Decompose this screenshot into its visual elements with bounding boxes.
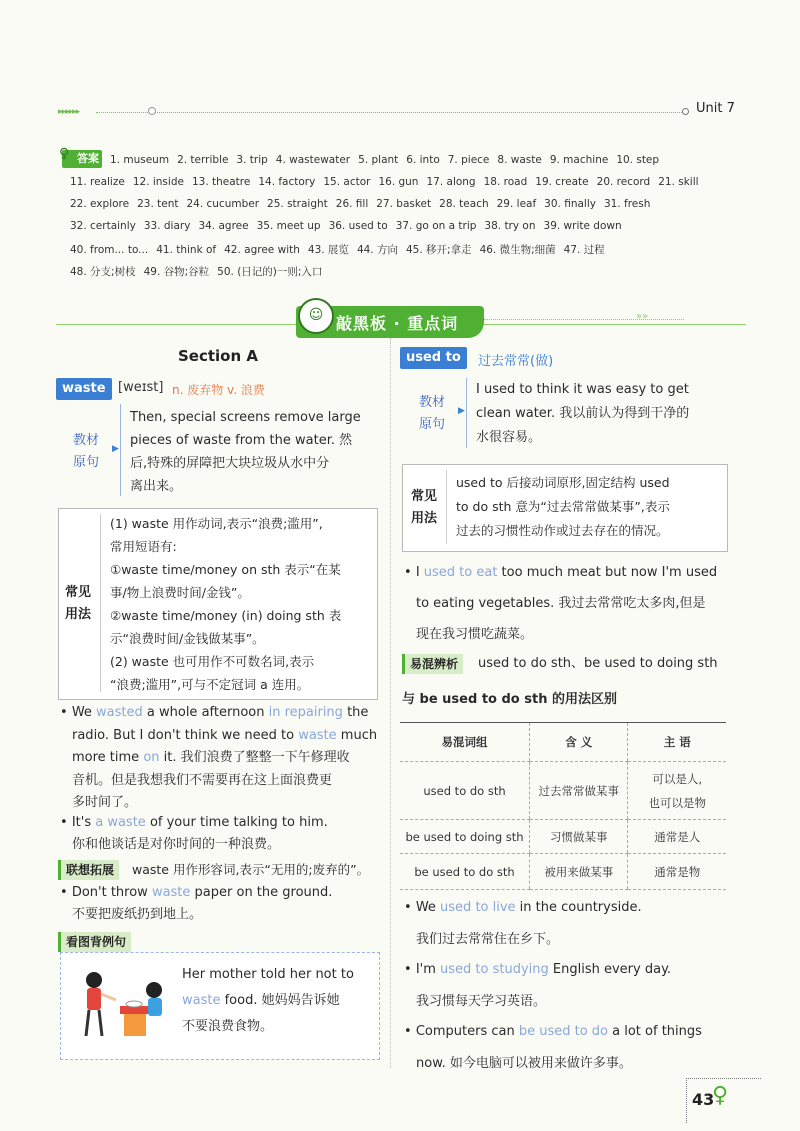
answer-item: 35. meet up xyxy=(256,220,321,232)
text: 不要把废纸扔到地上。 xyxy=(72,907,203,922)
answer-item: 3. trip xyxy=(236,154,268,166)
table-row xyxy=(400,762,726,820)
answer-item: 9. machine xyxy=(549,154,609,166)
source-example xyxy=(130,406,378,498)
text: It's xyxy=(71,815,96,830)
answer-item: 20. record xyxy=(596,176,651,188)
answer-item: 14. factory xyxy=(258,176,316,188)
highlight: be used to do xyxy=(518,1024,609,1039)
text: I xyxy=(415,565,424,580)
answer-item: 10. step xyxy=(616,154,660,166)
usage-bracket xyxy=(100,514,101,692)
answer-item: 22. explore xyxy=(70,198,130,210)
table-cell: be used to do sth xyxy=(400,854,530,890)
answer-item: 8. waste xyxy=(497,154,542,166)
confusion-tag: 易混辨析 xyxy=(402,654,463,674)
highlight: used to live xyxy=(440,900,516,915)
table-cell: used to do sth xyxy=(400,762,530,820)
example-line: clean water. 我以前认为得到干净的 xyxy=(476,406,690,421)
answer-line xyxy=(70,242,613,257)
usage-line: 示“浪费时间/金钱做某事”。 xyxy=(110,631,265,646)
header-dot-left xyxy=(148,107,156,115)
text: more time xyxy=(72,750,144,765)
header-arrows: ▸▸▸▸▸▸ xyxy=(58,107,80,117)
table-header: 易混词组 xyxy=(400,723,530,762)
picture-example-text xyxy=(182,962,378,1040)
source-example xyxy=(476,378,726,450)
highlight: waste xyxy=(151,885,191,900)
answer-item: 11. realize xyxy=(70,176,125,188)
answer-line xyxy=(110,154,667,166)
word-meaning: 过去常常(做) xyxy=(478,354,554,369)
answer-line xyxy=(70,220,630,232)
table-cell: 被用来做某事 xyxy=(530,854,628,890)
answer-item: 46. 微生物;细菌 xyxy=(479,244,556,256)
text: Computers can xyxy=(415,1024,519,1039)
bulb-icon: ♀ xyxy=(712,1083,729,1108)
header-dot-right xyxy=(682,108,689,115)
answer-badge: 答案 xyxy=(62,150,102,168)
text: English every day. xyxy=(548,962,672,977)
answer-item: 40. from... to... xyxy=(70,244,149,256)
answer-item: 7. piece xyxy=(447,154,490,166)
answer-item: 6. into xyxy=(406,154,440,166)
usage-label-line1: 常见 xyxy=(410,489,437,504)
answer-item: 38. try on xyxy=(484,220,536,232)
usage-text xyxy=(456,471,726,543)
usage-line: ①waste time/money on sth 表示“在某 xyxy=(110,562,341,577)
answer-item: 4. wastewater xyxy=(275,154,351,166)
word-meaning: n. 废弃物 v. 浪费 xyxy=(172,383,265,397)
text: 现在我习惯吃蔬菜。 xyxy=(416,627,534,642)
cell-line: 可以是人, xyxy=(652,771,703,786)
answer-item: 28. teach xyxy=(439,198,489,210)
text: to eating vegetables. 我过去常常吃太多肉,但是 xyxy=(416,596,706,611)
header-rule xyxy=(96,112,688,113)
usage-label-line2: 用法 xyxy=(410,511,437,526)
banner-title: 敲黑板 · 重点词 xyxy=(336,314,459,333)
text: the xyxy=(342,705,369,720)
answer-item: 29. leaf xyxy=(496,198,537,210)
table-cell: 习惯做某事 xyxy=(530,820,628,854)
usage-label xyxy=(62,582,94,626)
answer-item: 49. 谷物;谷粒 xyxy=(143,266,210,278)
answer-item: 47. 过程 xyxy=(563,244,605,256)
example-waste-3 xyxy=(60,882,382,926)
source-label-line2: 原句 xyxy=(418,417,445,432)
confusion-subtitle: 与 be used to do sth 的用法区别 xyxy=(402,692,617,707)
answer-item: 50. (日记的)一则;入口 xyxy=(217,266,323,278)
answer-item: 1. museum xyxy=(110,154,170,166)
triangle-icon: ▶ xyxy=(458,406,465,416)
table-cell: 通常是人 xyxy=(628,820,726,854)
highlight: waste xyxy=(182,993,221,1008)
table-row xyxy=(400,854,726,890)
highlight: a waste xyxy=(95,815,146,830)
usage-line: 事/物上浪费时间/金钱”。 xyxy=(110,585,250,600)
usage-line: (2) waste 也可用作不可数名词,表示 xyxy=(110,654,315,669)
highlight: in repairing xyxy=(268,705,343,720)
source-label xyxy=(68,430,104,474)
banner-rule-dotted xyxy=(484,319,684,320)
answer-item: 18. road xyxy=(483,176,528,188)
answer-line xyxy=(70,264,330,279)
answer-item: 34. agree xyxy=(198,220,249,232)
answer-item: 45. 移开;拿走 xyxy=(405,244,472,256)
usage-line: ②waste time/money (in) doing sth 表 xyxy=(110,608,342,623)
highlight: wasted xyxy=(96,705,143,720)
example-bracket xyxy=(120,404,121,496)
text: too much meat but now I'm used xyxy=(497,565,718,580)
answer-item: 42. agree with xyxy=(224,244,300,256)
bullet: • xyxy=(60,705,72,720)
bullet: • xyxy=(60,815,72,830)
text: radio. But I don't think we need to xyxy=(72,727,299,743)
table-row xyxy=(400,820,726,854)
answer-item: 31. fresh xyxy=(603,198,651,210)
usage-label xyxy=(408,486,440,530)
example-line: 后,特殊的屏障把大块垃圾从水中分 xyxy=(130,456,330,471)
text: 音机。但是我想我们不需要再在这上面浪费更 xyxy=(72,772,333,788)
bullet: • xyxy=(404,900,416,915)
source-label-line1: 教材 xyxy=(72,433,99,448)
answer-item: 39. write down xyxy=(543,220,622,232)
source-label xyxy=(414,392,450,436)
table-cell: be used to doing sth xyxy=(400,820,530,854)
text: a lot of things xyxy=(608,1024,702,1039)
text: a whole afternoon xyxy=(142,705,269,720)
answer-item: 33. diary xyxy=(143,220,191,232)
text: 你和他谈话是对你时间的一种浪费。 xyxy=(72,837,281,852)
answer-item: 44. 方向 xyxy=(356,244,398,256)
example-waste-1 xyxy=(60,702,382,815)
mascot-icon: ☺ xyxy=(298,298,334,334)
answer-item: 48. 分支;树枝 xyxy=(70,266,136,278)
usage-bracket xyxy=(446,470,447,544)
example-line: Then, special screens remove large xyxy=(130,410,361,425)
example-used-to-4 xyxy=(404,1016,730,1080)
example-line: pieces of waste from the water. 然 xyxy=(130,433,353,448)
pin-icon: ♀ xyxy=(59,146,70,162)
table-cell: 通常是物 xyxy=(628,854,726,890)
source-label-line1: 教材 xyxy=(418,395,445,410)
text: in the countryside. xyxy=(515,900,642,915)
picture-tag: 看图背例句 xyxy=(58,932,131,952)
text: I'm xyxy=(415,962,441,977)
text: paper on the ground. xyxy=(190,885,333,900)
usage-line: (1) waste 用作动词,表示“浪费;滥用”, xyxy=(110,516,323,531)
usage-line: 过去的习惯性动作或过去存在的情况。 xyxy=(456,523,669,538)
answer-item: 41. think of xyxy=(156,244,217,256)
answer-line xyxy=(70,176,707,188)
answer-item: 21. skill xyxy=(658,176,699,188)
answer-line xyxy=(70,198,658,210)
phonetic: [weɪst] xyxy=(118,380,164,395)
answer-item: 15. actor xyxy=(323,176,371,188)
usage-line: 常用短语有: xyxy=(110,539,177,554)
bullet: • xyxy=(404,1024,416,1039)
text: Don't throw xyxy=(71,885,152,900)
text: We xyxy=(415,900,441,915)
word-tag-used-to: used to xyxy=(400,347,467,369)
answer-item: 17. along xyxy=(426,176,476,188)
answer-item: 2. terrible xyxy=(177,154,229,166)
extension-text: waste 用作形容词,表示“无用的;废弃的”。 xyxy=(132,862,370,877)
example-line: 离出来。 xyxy=(130,479,183,494)
answer-item: 36. used to xyxy=(328,220,388,232)
confusion-title: used to do sth、be used to doing sth xyxy=(478,656,718,671)
mother-child-illustration xyxy=(72,966,172,1046)
example-used-to-2 xyxy=(404,892,730,956)
text: it. 我们浪费了整整一下午修理收 xyxy=(159,750,350,765)
bullet: • xyxy=(60,885,72,900)
answer-item: 37. go on a trip xyxy=(395,220,477,232)
answer-item: 5. plant xyxy=(358,154,399,166)
text: 我习惯每天学习英语。 xyxy=(416,994,547,1009)
table-cell: 过去常常做某事 xyxy=(530,762,628,820)
example-used-to-3 xyxy=(404,954,730,1018)
column-divider xyxy=(390,338,391,1068)
answer-item: 27. basket xyxy=(376,198,432,210)
text: much xyxy=(336,727,378,743)
source-label-line2: 原句 xyxy=(72,455,99,470)
answer-item: 26. fill xyxy=(335,198,369,210)
table-header: 主 语 xyxy=(628,723,726,762)
text: We xyxy=(71,705,97,720)
bullet: • xyxy=(404,565,416,580)
text: now. 如今电脑可以被用来做许多事。 xyxy=(416,1056,632,1071)
answer-item: 43. 展览 xyxy=(307,244,349,256)
answer-item: 32. certainly xyxy=(70,220,136,232)
answer-item: 30. finally xyxy=(544,198,596,210)
extension-tag: 联想拓展 xyxy=(58,860,119,880)
example-used-to-1 xyxy=(404,557,730,650)
highlight: used to eat xyxy=(423,565,498,580)
text: 不要浪费食物。 xyxy=(182,1019,274,1034)
text: 多时间了。 xyxy=(72,795,138,810)
highlight: used to studying xyxy=(440,962,549,977)
page-number: 43 xyxy=(692,1090,715,1109)
unit-label: Unit 7 xyxy=(696,101,735,116)
comparison-table xyxy=(400,722,726,890)
text: of your time talking to him. xyxy=(145,815,328,830)
text: Her mother told her not to xyxy=(182,967,354,982)
usage-text xyxy=(110,512,376,696)
text: 我们过去常常住在乡下。 xyxy=(416,932,560,947)
usage-label-line2: 用法 xyxy=(64,607,91,622)
answer-item: 23. tent xyxy=(137,198,179,210)
answer-item: 19. create xyxy=(535,176,589,188)
chevron-icon: »» xyxy=(636,311,649,322)
section-title: Section A xyxy=(178,347,258,365)
usage-line: to do sth 意为“过去常常做某事”,表示 xyxy=(456,499,670,514)
answer-item: 24. cucumber xyxy=(186,198,260,210)
usage-label-line1: 常见 xyxy=(64,585,91,600)
answer-item: 16. gun xyxy=(378,176,419,188)
highlight: waste xyxy=(298,727,337,743)
table-cell xyxy=(628,762,726,820)
table-header: 含 义 xyxy=(530,723,628,762)
text: food. 她妈妈告诉她 xyxy=(220,993,340,1008)
triangle-icon: ▶ xyxy=(112,444,119,454)
answer-item: 13. theatre xyxy=(191,176,251,188)
word-tag-waste: waste xyxy=(56,378,112,400)
usage-line: “浪费;滥用”,可与不定冠词 a 连用。 xyxy=(110,677,310,692)
usage-line: used to 后接动词原形,固定结构 used xyxy=(456,475,670,490)
example-line: I used to think it was easy to get xyxy=(476,382,689,397)
cell-line: 也可以是物 xyxy=(648,795,706,810)
answer-item: 25. straight xyxy=(267,198,328,210)
bullet: • xyxy=(404,962,416,977)
example-waste-2 xyxy=(60,812,382,856)
highlight: on xyxy=(143,750,160,765)
answer-item: 12. inside xyxy=(132,176,184,188)
example-bracket xyxy=(466,378,467,448)
example-line: 水很容易。 xyxy=(476,430,542,445)
